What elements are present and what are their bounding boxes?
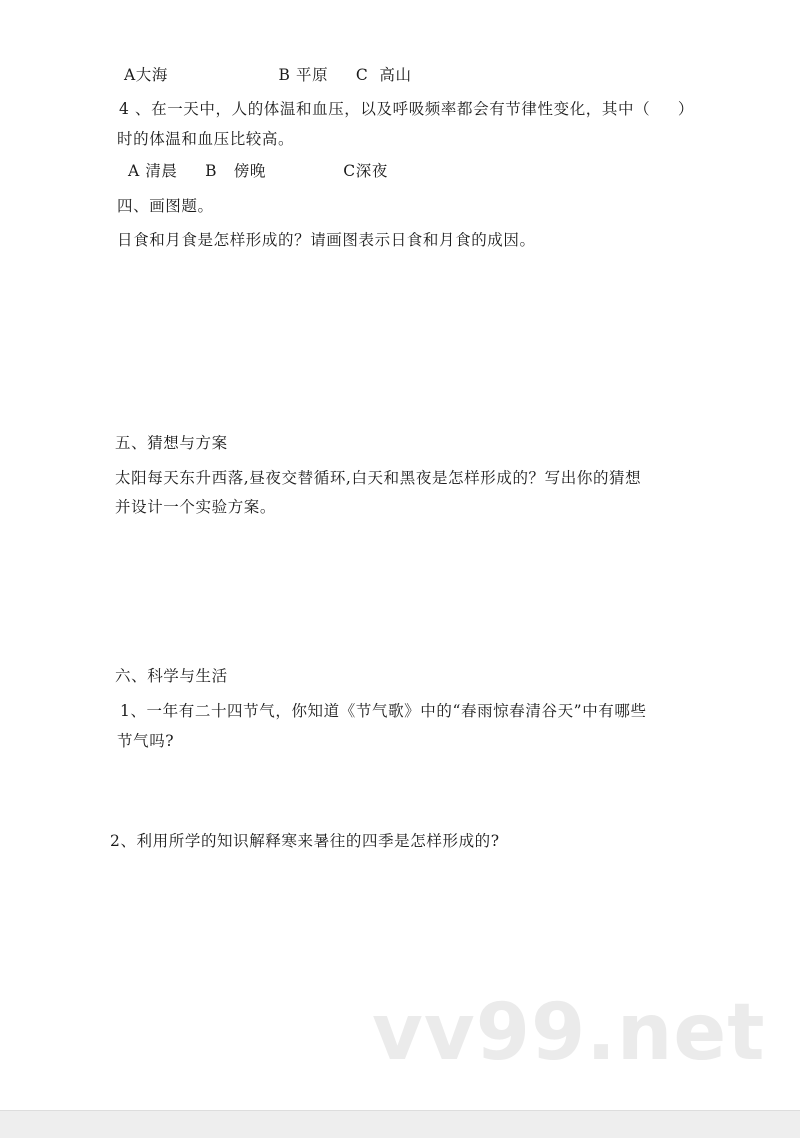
- section-4-question: 日食和月食是怎样形成的？请画图表示日食和月食的成因。: [117, 231, 536, 249]
- section-5-question-line1: 太阳每天东升西落,昼夜交替循环,白天和黑夜是怎样形成的？写出你的猜想: [115, 469, 642, 487]
- section-4-title: 四、画图题。: [117, 197, 214, 215]
- section-6-question-2: 2、利用所学的知识解释寒来暑往的四季是怎样形成的?: [110, 832, 500, 850]
- q4-stem-line1: 4 、在一天中，人的体温和血压，以及呼吸频率都会有节律性变化，其中（ ）: [119, 100, 694, 118]
- section-6-title: 六、科学与生活: [115, 667, 228, 685]
- q4-stem-line2: 时的体温和血压比较高。: [117, 130, 295, 148]
- q3-options: A大海 B 平原 C 高山: [124, 66, 412, 84]
- section-5-title: 五、猜想与方案: [115, 434, 228, 452]
- q4-options: A 清晨 B 傍晚 C深夜: [128, 162, 388, 180]
- section-6-question-1-line1: 1、一年有二十四节气，你知道《节气歌》中的“春雨惊春清谷天”中有哪些: [120, 702, 647, 720]
- page-bottom-bar: [0, 1110, 800, 1138]
- section-5-question-line2: 并设计一个实验方案。: [115, 498, 277, 516]
- watermark: vv99.net: [372, 988, 766, 1078]
- section-6-question-1-line2: 节气吗?: [117, 732, 175, 750]
